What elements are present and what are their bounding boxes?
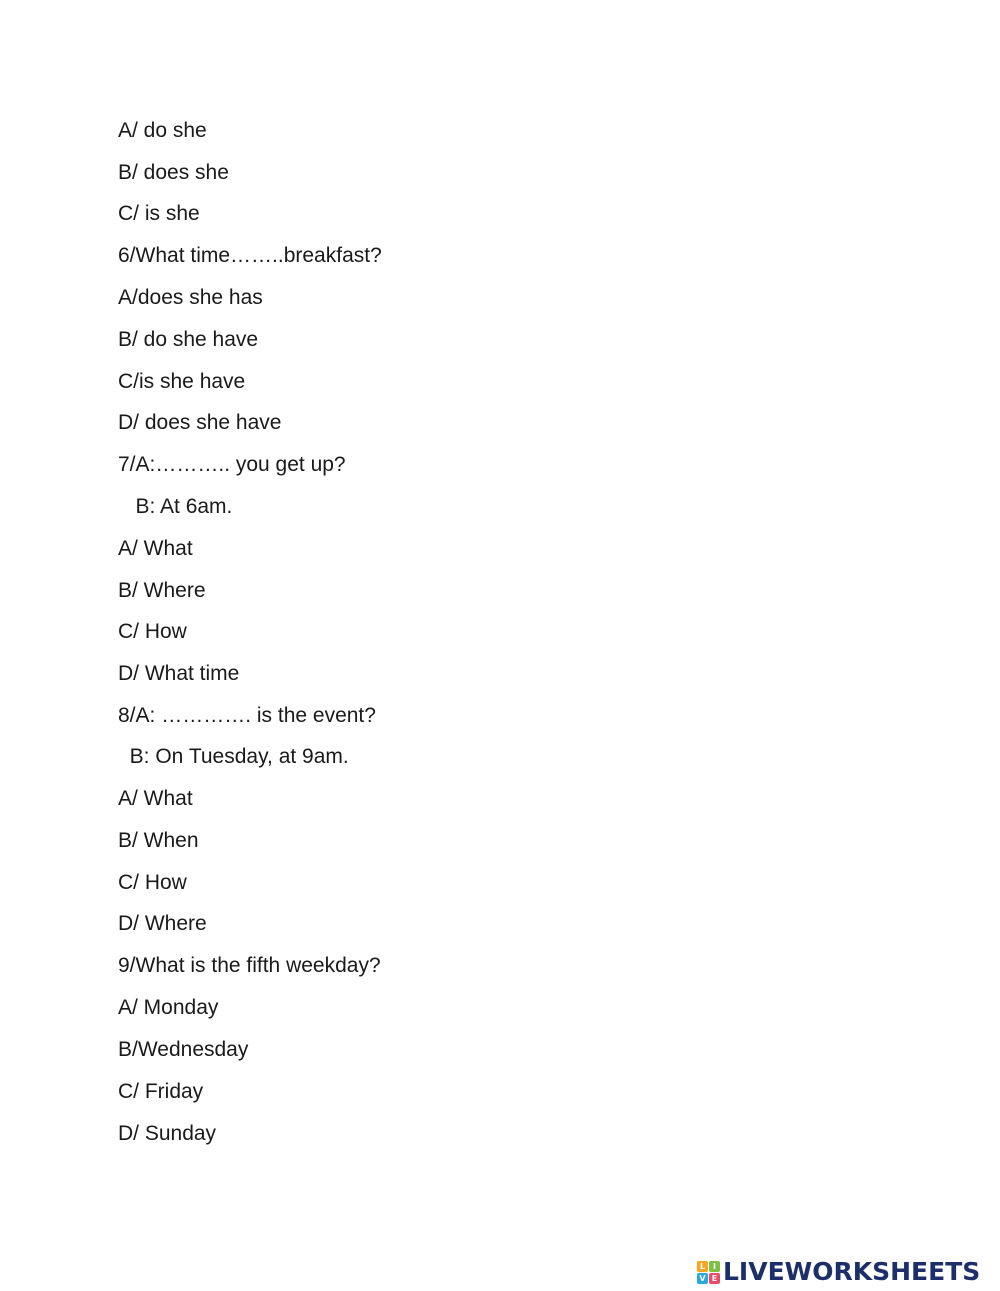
option-a-what: A/ What xyxy=(118,537,193,560)
logo-mark-e: E xyxy=(709,1273,720,1284)
option-a-monday: A/ Monday xyxy=(118,996,219,1019)
option-d-where: D/ Where xyxy=(118,912,207,935)
option-c-how: C/ How xyxy=(118,620,187,643)
option-d-does-she-have: D/ does she have xyxy=(118,411,282,434)
option-c-is-she: C/ is she xyxy=(118,202,200,225)
option-b-where: B/ Where xyxy=(118,579,206,602)
option-c-is-she-have: C/is she have xyxy=(118,370,246,393)
logo-mark-v: V xyxy=(697,1273,708,1284)
question-6: 6/What time……..breakfast? xyxy=(118,244,382,267)
option-b-wednesday: B/Wednesday xyxy=(118,1038,249,1061)
logo-mark-i: I xyxy=(709,1261,720,1272)
option-a-does-she-has: A/does she has xyxy=(118,286,263,309)
question-9: 9/What is the fifth weekday? xyxy=(118,954,381,977)
question-8: 8/A: …………. is the event? xyxy=(118,704,376,727)
option-a-do-she: A/ do she xyxy=(118,119,207,142)
option-c-friday: C/ Friday xyxy=(118,1080,204,1103)
option-b-do-she-have: B/ do she have xyxy=(118,328,259,351)
option-d-what-time: D/ What time xyxy=(118,662,240,685)
option-b-when: B/ When xyxy=(118,829,199,852)
question-7: 7/A:……….. you get up? xyxy=(118,453,346,476)
option-b-does-she: B/ does she xyxy=(118,161,229,184)
liveworksheets-logo xyxy=(697,1256,980,1288)
option-a-what-8: A/ What xyxy=(118,787,193,810)
option-d-sunday: D/ Sunday xyxy=(118,1122,217,1145)
logo-wordmark: LIVEWORKSHEETS xyxy=(723,1257,981,1286)
option-c-how-8: C/ How xyxy=(118,871,187,894)
logo-mark-l: L xyxy=(697,1261,708,1272)
question-8-answer: B: On Tuesday, at 9am. xyxy=(118,745,349,768)
liveworksheets-mark-icon xyxy=(697,1261,720,1284)
question-7-answer: B: At 6am. xyxy=(118,495,233,518)
